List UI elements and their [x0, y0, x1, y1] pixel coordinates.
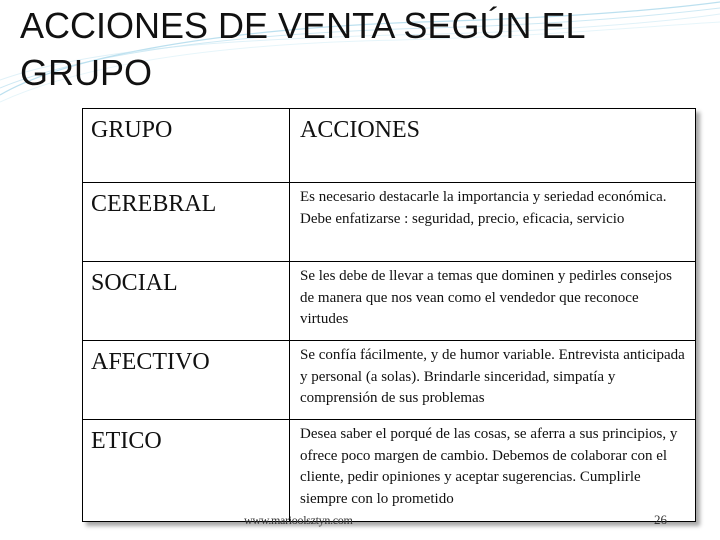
- sales-actions-table: [82, 108, 696, 522]
- footer-website-link[interactable]: www.marioolsztyn.com: [244, 513, 353, 527]
- header-actions: ACCIONES: [290, 109, 696, 183]
- table-row: [83, 262, 696, 341]
- slide-title: ACCIONES DE VENTA SEGÚN EL GRUPO: [20, 5, 585, 93]
- page-number: 26: [654, 512, 667, 527]
- group-cell: SOCIAL: [83, 262, 290, 341]
- table-row: [83, 341, 696, 420]
- action-cell: Se les debe de llevar a temas que dominen y pedirles consejos de manera que nos vean como el vendedor que reconoce virtudes: [290, 262, 696, 341]
- group-cell: AFECTIVO: [83, 341, 290, 420]
- header-group: GRUPO: [83, 109, 290, 183]
- group-cell: CEREBRAL: [83, 183, 290, 262]
- group-cell: ETICO: [83, 420, 290, 522]
- table-row: [83, 420, 696, 522]
- table-row: [83, 183, 696, 262]
- action-cell: Se confía fácilmente, y de humor variable. Entrevista anticipada y personal (a solas). Brindarle sinceridad, simpatía y comprensión de sus problemas: [290, 341, 696, 420]
- action-cell: Es necesario destacarle la importancia y seriedad económica. Debe enfatizarse : seguridad, precio, eficacia, servicio: [290, 183, 696, 262]
- action-cell: Desea saber el porqué de las cosas, se aferra a sus principios, y ofrece poco margen de cambio. Debemos de colaborar con el cliente, pedir opiniones y aceptar sugerencias. Cumplirle siempre con lo prometido: [290, 420, 696, 522]
- table-header-row: [83, 109, 696, 183]
